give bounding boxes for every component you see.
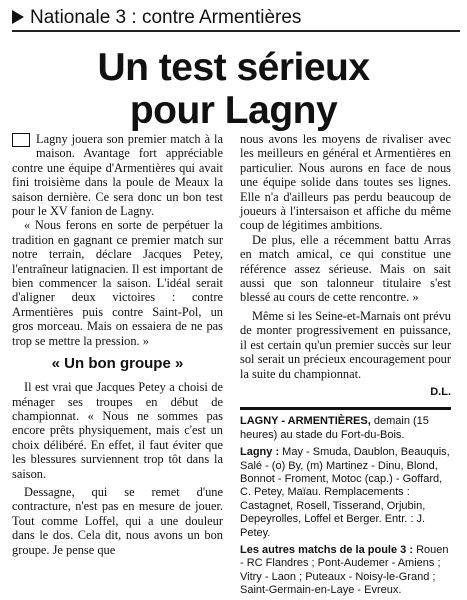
team-lineup bbox=[240, 446, 451, 540]
headline bbox=[0, 46, 467, 132]
right-column bbox=[240, 132, 451, 600]
lineup-text: May - Smuda, Daublon, Beauquis, Salé - (o) By, (m) Martinez - Dinu, Blond, Bonnot - Froment, Motoc (cap.) - Goffard, C. Petey, Maïau. Remplacements : Castagnet, Rosell, Tisserand, Orjubin, Depeyrolles, Loffel et Berger. Entr. : J. Petey. bbox=[240, 446, 450, 539]
match-details bbox=[240, 415, 451, 442]
paragraph: Dessagne, qui se remet d'une contracture, n'est pas en mesure de jouer. Tout comme Loffel, qui a une douleur dans le dos. Cela dit, nous avons un bon groupe. Je pense que bbox=[12, 484, 223, 557]
author-signature: D.L. bbox=[430, 385, 451, 398]
subheading: « Un bon groupe » bbox=[51, 355, 184, 373]
section-kicker bbox=[12, 6, 460, 32]
match-title: LAGNY - ARMENTIÈRES, bbox=[240, 415, 371, 428]
lead-paragraph bbox=[12, 132, 223, 218]
left-column bbox=[12, 132, 223, 557]
paragraph: De plus, elle a récemment battu Arras en match amical, ce qui constitue une référence assez sérieuse. Mais on sait aussi que son talonneur titulaire s'est blessé au cours de cette rencontre. » bbox=[240, 232, 451, 305]
kicker-text: Nationale 3 : contre Armentières bbox=[30, 7, 302, 28]
paragraph: « Nous ferons en sorte de perpétuer la tradition en gagnant ce premier match sur notre terrain, déclare Jacques Petey, l'entraîneur latignacien. Il est important de bien commencer la saison. L'idéal serait d'aligner deux victoires : contre Armentières puis contre Saint-Pol, un gros morceau. Mais on essaiera de ne pas trop se mettre la pression. » bbox=[12, 218, 223, 348]
other-matches bbox=[240, 544, 451, 598]
match-info-box bbox=[240, 407, 451, 597]
match-venue: demain (15 heures) au stade du Fort-du-Bois. bbox=[240, 415, 429, 441]
paragraph: Même si les Seine-et-Marnais ont prévu de monter progressivement en puissance, il est certain qu'un premier succès sur leur sol serait un précieux encouragement pour la suite du championnat. bbox=[240, 308, 451, 381]
square-marker-icon bbox=[12, 133, 30, 147]
headline-line-1: Un test sérieux bbox=[97, 46, 370, 89]
headline-line-2: pour Lagny bbox=[129, 89, 338, 132]
other-matches-text: Rouen - RC Flandres ; Pont-Audemer - Amiens ; Vitry - Laon ; Puteaux - Noisy-le-Grand ; Saint-Germain-en-Laye - Evreux. bbox=[240, 543, 449, 597]
paragraph: Il est vrai que Jacques Petey a choisi de ménager ses troupes en début de championnat. « Nous ne sommes pas encore prêts physiquement, mais c'est un choix délibéré. En effet, il faut éviter que les blessures surviennent trop tôt dans la saison. bbox=[12, 380, 223, 481]
paragraph: nous avons les moyens de rivaliser avec les meilleurs en général et Armentières en particulier. Nous aurons en face de nous une équipe solide dans toutes ses lignes. Elle n'a d'ailleurs pas perdu beaucoup de joueurs à l'intersaison et affiche du même coup de légitimes ambitions. bbox=[240, 132, 451, 233]
other-matches-label: Les autres matchs de la poule 3 : bbox=[240, 543, 414, 556]
lead-text: Lagny jouera son premier match à la maison. Avantage fort appréciable contre une équipe d'Armentières qui avait fini troisième dans la poule de Meaux la saison dernière. Ce sera donc un bon test pour le XV fanion de Lagny. bbox=[12, 132, 223, 219]
triangle-bullet-icon bbox=[12, 10, 24, 24]
lineup-label: Lagny : bbox=[240, 446, 280, 459]
